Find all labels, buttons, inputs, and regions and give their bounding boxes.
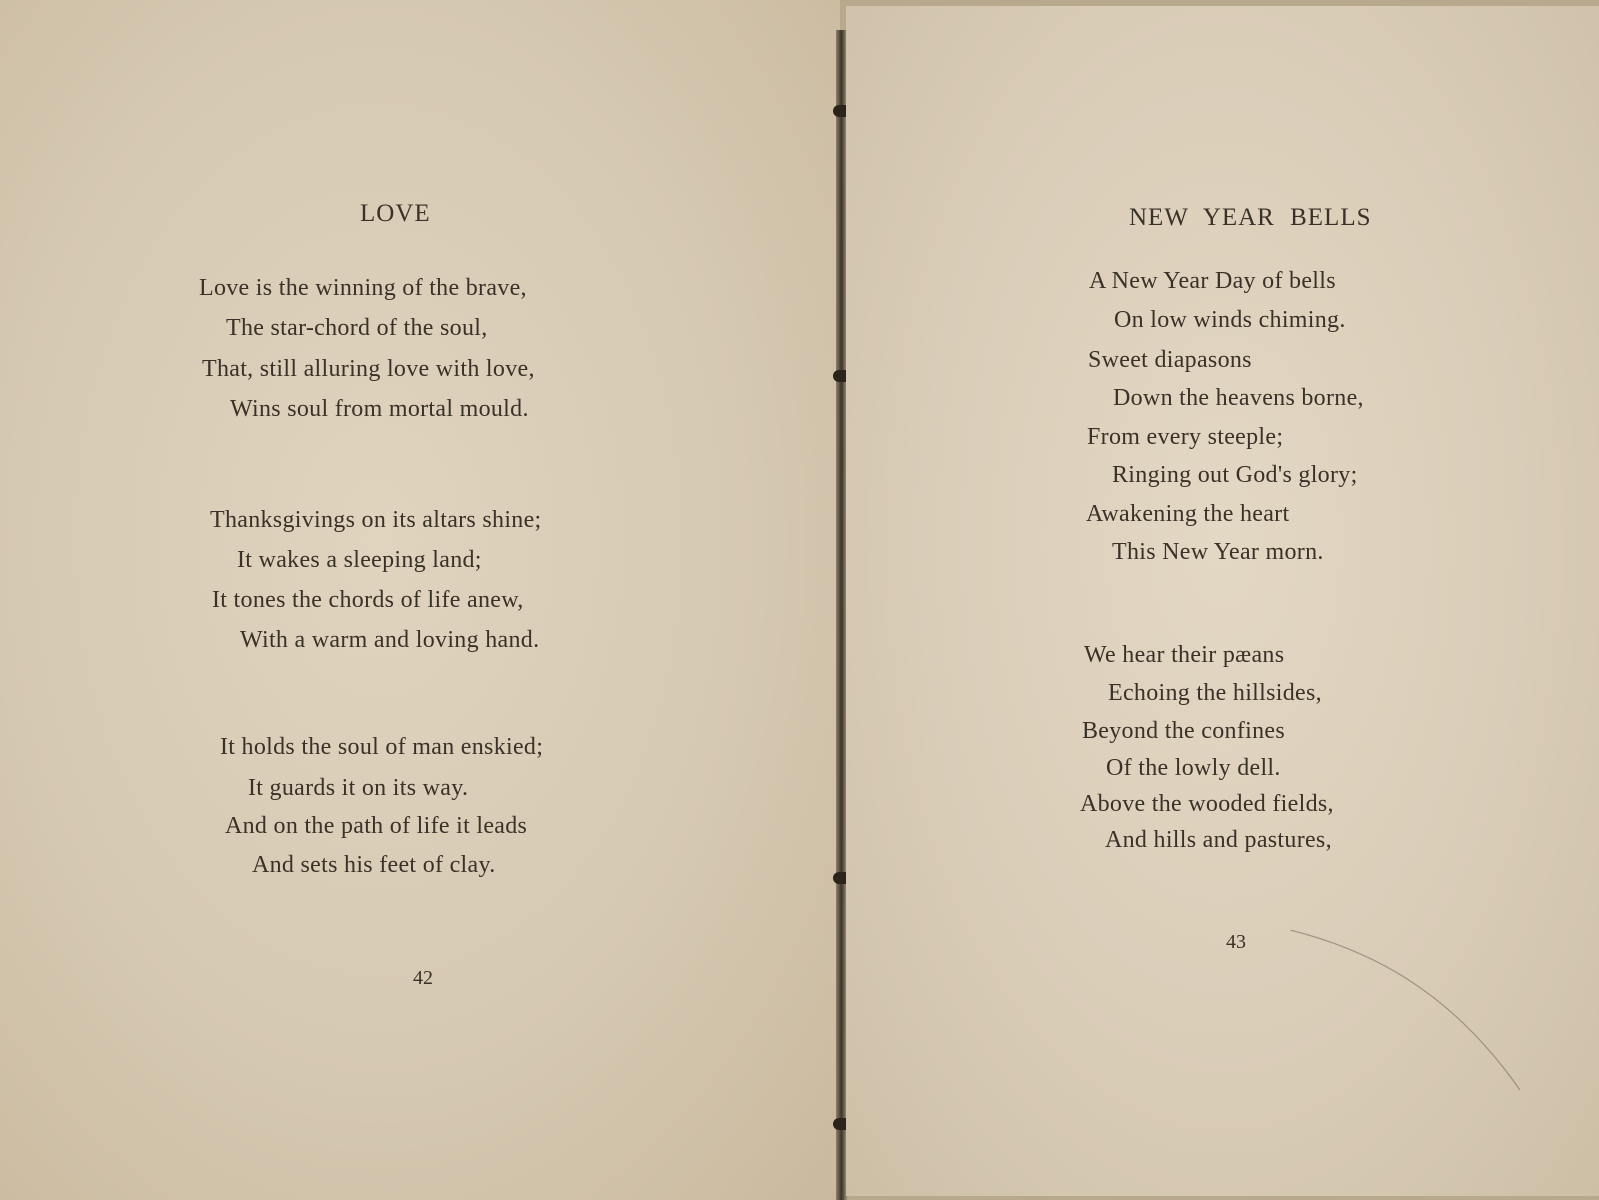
poem-title-love: LOVE bbox=[360, 200, 431, 227]
poem-line: It wakes a sleeping land; bbox=[237, 547, 482, 573]
poem-line: Of the lowly dell. bbox=[1106, 755, 1281, 781]
poem-line: Down the heavens borne, bbox=[1113, 385, 1364, 411]
paper-scratch-mark bbox=[1290, 930, 1540, 1100]
poem-line: A New Year Day of bells bbox=[1089, 268, 1336, 294]
poem-line: Above the wooded fields, bbox=[1080, 791, 1334, 817]
poem-line: Echoing the hillsides, bbox=[1108, 680, 1322, 706]
poem-line: Beyond the confines bbox=[1082, 718, 1285, 744]
poem-line: It tones the chords of life anew, bbox=[212, 587, 524, 613]
poem-line: And on the path of life it leads bbox=[225, 813, 528, 839]
page-number: 43 bbox=[1226, 931, 1246, 953]
poem-line: From every steeple; bbox=[1087, 424, 1284, 450]
poem-line: Thanksgivings on its altars shine; bbox=[210, 507, 542, 533]
poem-line: Sweet diapasons bbox=[1088, 347, 1252, 373]
poem-line: Love is the winning of the brave, bbox=[199, 275, 527, 301]
poem-line: It holds the soul of man enskied; bbox=[220, 734, 544, 760]
poem-title-new-year-bells: NEW YEAR BELLS bbox=[1129, 204, 1372, 231]
poem-line: On low winds chiming. bbox=[1114, 307, 1346, 333]
poem-line: The star-chord of the soul, bbox=[226, 315, 488, 341]
poem-line: That, still alluring love with love, bbox=[202, 356, 535, 382]
poem-line: With a warm and loving hand. bbox=[240, 627, 540, 653]
poem-line: And hills and pastures, bbox=[1105, 827, 1332, 853]
poem-line: Ringing out God's glory; bbox=[1112, 462, 1358, 488]
page-number: 42 bbox=[413, 967, 433, 989]
poem-line: We hear their pæans bbox=[1084, 642, 1285, 668]
poem-line: Awakening the heart bbox=[1086, 501, 1290, 527]
poem-line: And sets his feet of clay. bbox=[252, 852, 496, 878]
poem-line: It guards it on its way. bbox=[248, 775, 469, 801]
poem-line: This New Year morn. bbox=[1112, 539, 1324, 565]
poem-line: Wins soul from mortal mould. bbox=[230, 396, 529, 422]
